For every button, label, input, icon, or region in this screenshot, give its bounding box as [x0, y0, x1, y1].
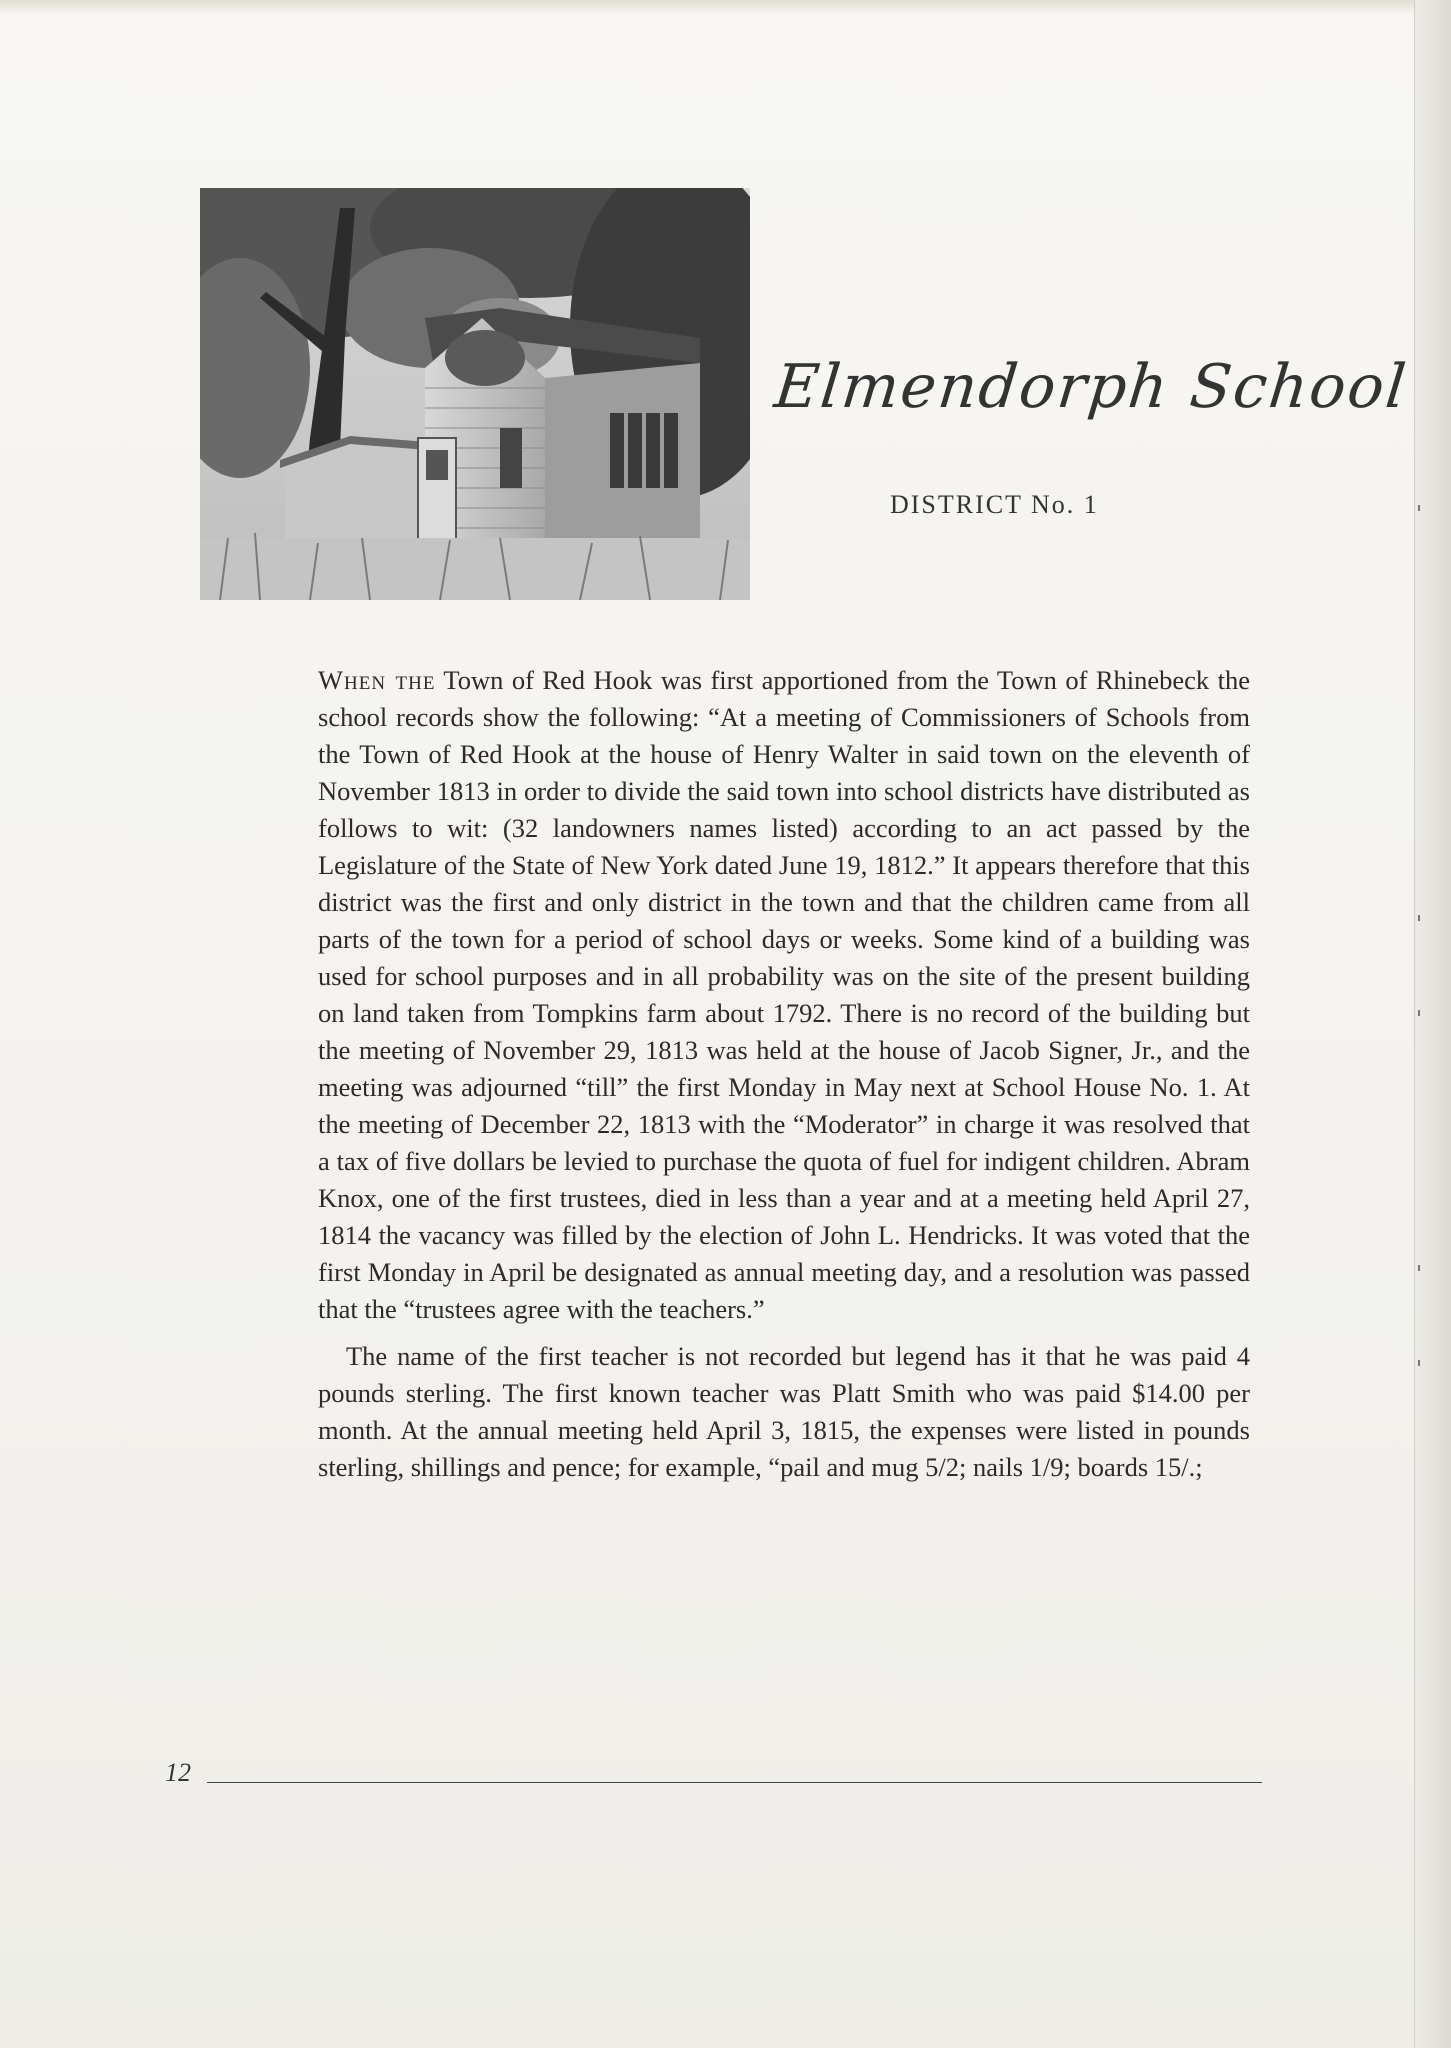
schoolhouse-photo [200, 188, 750, 600]
paragraph-text: Town of Red Hook was first apportioned from the Town of Rhinebeck the school records show the following: “At a meeting of Commissioners of Schools from the Town of Red Hook at the house of Henry Walter in said town on the eleventh of November 1813 in order to divide the said town into school districts have distributed as follows to wit: (32 landowners names listed) according to an act passed by the Legislature of the State of New York dated June 19, 1812.” It appears therefore that this district was the first and only district in the town and that the children came from all parts of the town for a period of school days or weeks. Some kind of a building was used for school purposes and in all probability was on the site of the present building on land taken from Tompkins farm about 1792. There is no record of the building but the meeting of November 29, 1813 was held at the house of Jacob Signer, Jr., and the meeting was adjourned “till” the first Monday in May next at School House No. 1. At the meeting of December 22, 1813 with the “Moderator” in charge it was resolved that a tax of five dollars be levied to purchase the quota of fuel for indigent children. Abram Knox, one of the first trustees, died in less than a year and at a meeting held April 27, 1814 the vacancy was filled by the election of John L. Hendricks. It was voted that the first Monday in April be designated as annual meeting day, and a resolution was passed that the “trustees agree with the teachers.” [318, 665, 1251, 1324]
paragraph [318, 662, 1250, 1328]
binding-stitch [1418, 915, 1420, 921]
page-footer [165, 1758, 1265, 1788]
district-subtitle: DISTRICT No. 1 [890, 490, 1099, 519]
page-title: Elmendorph School [771, 352, 1411, 422]
page-binding-edge [1414, 0, 1451, 2048]
lead-in: When the [318, 665, 436, 695]
article-body [318, 662, 1250, 1496]
page-number: 12 [165, 1758, 191, 1787]
page-top-shadow [0, 0, 1451, 14]
binding-stitch [1418, 505, 1420, 511]
footer-rule [207, 1782, 1262, 1783]
binding-stitch [1418, 1360, 1420, 1366]
binding-stitch [1418, 1010, 1420, 1016]
paragraph: The name of the first teacher is not recorded but legend has it that he was paid 4 pounds sterling. The first known teacher was Platt Smith who was paid $14.00 per month. At the annual meeting held April 3, 1815, the expenses were listed in pounds sterling, shillings and pence; for example, “pail and mug 5/2; nails 1/9; boards 15/.; [318, 1341, 1250, 1482]
binding-stitch [1418, 1265, 1420, 1271]
